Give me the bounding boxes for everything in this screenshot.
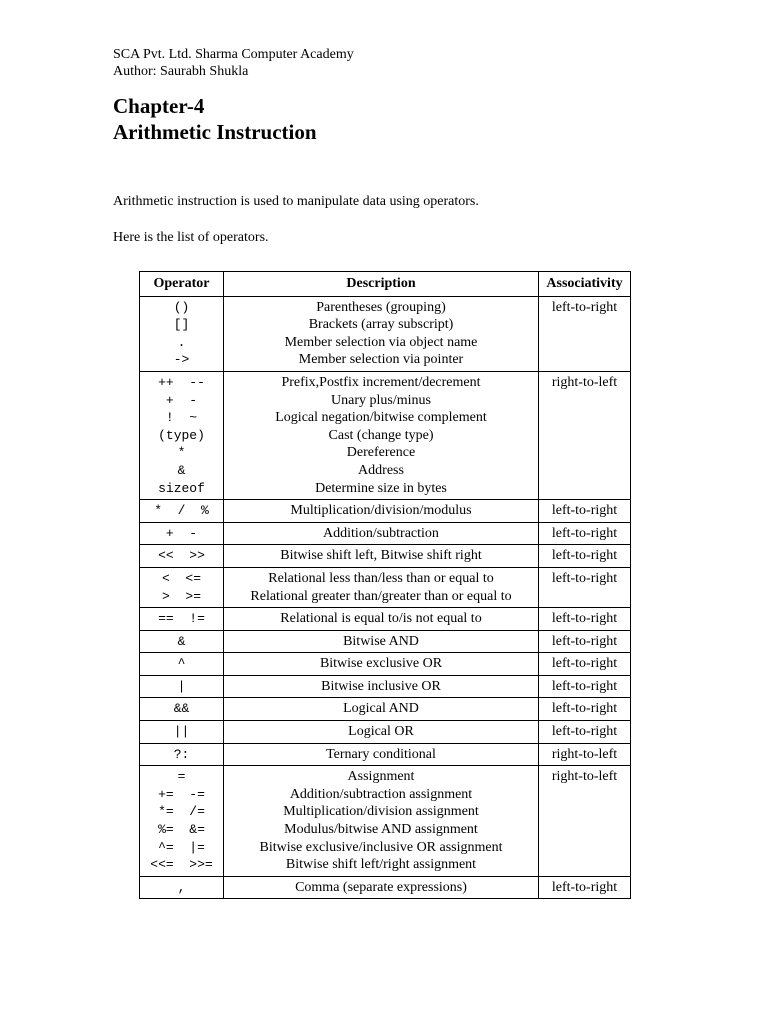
- operator-cell: [140, 522, 224, 545]
- table-row: [140, 743, 631, 766]
- operator-symbol: ?:: [173, 746, 190, 762]
- description-cell: [224, 653, 539, 676]
- operators-table-body: [140, 296, 631, 899]
- description-text: Bitwise exclusive OR: [319, 656, 443, 672]
- description-text: Relational greater than/greater than or equal to: [250, 588, 512, 604]
- operator-cell: [140, 766, 224, 877]
- operator-cell: [140, 545, 224, 568]
- table-row: [140, 675, 631, 698]
- description-cell: [224, 630, 539, 653]
- associativity-cell: left-to-right: [539, 630, 631, 653]
- description-text: Bitwise AND: [343, 633, 419, 649]
- operator-symbol: %= &=: [158, 822, 205, 838]
- operator-symbol: += -=: [158, 786, 205, 802]
- associativity-cell: left-to-right: [539, 721, 631, 744]
- description-text: Member selection via object name: [284, 334, 478, 350]
- description-cell: [224, 698, 539, 721]
- operator-cell: [140, 675, 224, 698]
- operator-symbol: < <=: [161, 570, 201, 586]
- table-row: [140, 371, 631, 499]
- description-cell: [224, 371, 539, 499]
- description-cell: [224, 876, 539, 899]
- description-text: Dereference: [346, 445, 416, 461]
- table-row: [140, 876, 631, 899]
- operator-symbol: &: [177, 633, 186, 649]
- description-cell: [224, 675, 539, 698]
- description-cell: [224, 545, 539, 568]
- operator-cell: [140, 500, 224, 523]
- operator-symbol: ,: [177, 879, 186, 895]
- chapter-heading: [113, 93, 633, 145]
- description-cell: [224, 522, 539, 545]
- associativity-cell: left-to-right: [539, 522, 631, 545]
- table-row: [140, 653, 631, 676]
- associativity-cell: left-to-right: [539, 675, 631, 698]
- header-operator: Operator: [140, 272, 224, 297]
- description-cell: [224, 567, 539, 607]
- description-text: Bitwise exclusive/inclusive OR assignment: [259, 839, 503, 855]
- operator-symbol: =: [177, 769, 186, 785]
- operator-symbol: ^: [177, 656, 186, 672]
- operator-symbol: (): [173, 299, 190, 315]
- operator-symbol: |: [177, 678, 186, 694]
- description-text: Bitwise shift left, Bitwise shift right: [280, 548, 482, 564]
- operator-symbol: == !=: [158, 611, 205, 627]
- operator-symbol: * / %: [154, 503, 209, 519]
- operator-cell: [140, 698, 224, 721]
- operators-table: [139, 271, 631, 899]
- operator-symbol: ++ --: [158, 374, 205, 390]
- description-text: Determine size in bytes: [315, 480, 447, 496]
- operator-cell: [140, 608, 224, 631]
- operator-symbol: &: [177, 462, 186, 478]
- operator-cell: [140, 743, 224, 766]
- description-text: Parentheses (grouping): [316, 299, 446, 315]
- operator-cell: [140, 567, 224, 607]
- description-cell: [224, 766, 539, 877]
- table-row: [140, 522, 631, 545]
- operator-symbol: > >=: [161, 588, 201, 604]
- operator-cell: [140, 371, 224, 499]
- description-text: Assignment: [347, 769, 415, 785]
- table-row: [140, 567, 631, 607]
- associativity-cell: left-to-right: [539, 608, 631, 631]
- table-row: [140, 608, 631, 631]
- table-row: [140, 698, 631, 721]
- description-text: Prefix,Postfix increment/decrement: [281, 374, 481, 390]
- organization-name: SCA Pvt. Ltd. Sharma Computer Academy: [113, 47, 354, 62]
- description-text: Addition/subtraction assignment: [289, 786, 473, 802]
- associativity-cell: left-to-right: [539, 876, 631, 899]
- chapter-title: Arithmetic Instruction: [113, 120, 317, 144]
- header-description: Description: [224, 272, 539, 297]
- document-page: [113, 46, 633, 246]
- associativity-cell: left-to-right: [539, 653, 631, 676]
- intro-paragraph: Arithmetic instruction is used to manipulate data using operators.: [113, 194, 479, 209]
- operator-symbol: *: [177, 445, 186, 461]
- associativity-cell: left-to-right: [539, 500, 631, 523]
- chapter-number: Chapter-4: [113, 94, 205, 118]
- description-cell: [224, 743, 539, 766]
- table-row: [140, 500, 631, 523]
- description-text: Multiplication/division/modulus: [290, 503, 472, 519]
- description-text: Ternary conditional: [326, 746, 436, 762]
- description-text: Address: [358, 462, 404, 478]
- operator-cell: [140, 721, 224, 744]
- list-intro-paragraph: Here is the list of operators.: [113, 230, 269, 245]
- operator-symbol: ^= |=: [158, 839, 205, 855]
- operator-cell: [140, 876, 224, 899]
- associativity-cell: right-to-left: [539, 766, 631, 877]
- associativity-cell: left-to-right: [539, 698, 631, 721]
- description-text: Logical negation/bitwise complement: [275, 410, 487, 426]
- operator-symbol: + -: [165, 525, 198, 541]
- description-cell: [224, 608, 539, 631]
- table-row: [140, 721, 631, 744]
- operator-symbol: sizeof: [158, 480, 205, 496]
- description-text: Addition/subtraction: [323, 525, 439, 541]
- operator-cell: [140, 296, 224, 371]
- description-text: Modulus/bitwise AND assignment: [284, 822, 478, 838]
- description-text: Bitwise shift left/right assignment: [285, 857, 477, 873]
- description-cell: [224, 500, 539, 523]
- description-text: Logical OR: [348, 724, 414, 740]
- table-row: [140, 766, 631, 877]
- operator-symbol: &&: [173, 701, 190, 717]
- associativity-cell: left-to-right: [539, 567, 631, 607]
- header-associativity: Associativity: [539, 272, 631, 297]
- operator-symbol: ! ~: [165, 410, 198, 426]
- operator-symbol: ->: [173, 352, 190, 368]
- operator-symbol: ||: [173, 724, 190, 740]
- description-text: Cast (change type): [328, 427, 434, 443]
- associativity-cell: right-to-left: [539, 743, 631, 766]
- associativity-cell: left-to-right: [539, 545, 631, 568]
- description-text: Logical AND: [343, 701, 419, 717]
- operator-symbol: .: [177, 334, 186, 350]
- table-header-row: [140, 272, 631, 297]
- description-cell: [224, 721, 539, 744]
- description-text: Multiplication/division assignment: [283, 804, 479, 820]
- operator-symbol: + -: [165, 392, 198, 408]
- operator-symbol: <<= >>=: [150, 857, 213, 873]
- table-row: [140, 545, 631, 568]
- description-text: Member selection via pointer: [298, 352, 464, 368]
- description-text: Brackets (array subscript): [308, 317, 454, 333]
- description-text: Unary plus/minus: [331, 392, 431, 408]
- operator-symbol: (type): [158, 427, 205, 443]
- description-text: Relational is equal to/is not equal to: [280, 611, 482, 627]
- description-text: Bitwise inclusive OR: [321, 678, 441, 694]
- description-text: Relational less than/less than or equal to: [268, 570, 494, 586]
- associativity-cell: left-to-right: [539, 296, 631, 371]
- description-cell: [224, 296, 539, 371]
- description-text: Comma (separate expressions): [295, 879, 467, 895]
- operator-cell: [140, 653, 224, 676]
- author-line: Author: Saurabh Shukla: [113, 64, 249, 79]
- table-row: [140, 296, 631, 371]
- table-row: [140, 630, 631, 653]
- operator-symbol: *= /=: [158, 804, 205, 820]
- operator-cell: [140, 630, 224, 653]
- operator-symbol: []: [173, 317, 190, 333]
- associativity-cell: right-to-left: [539, 371, 631, 499]
- operator-symbol: << >>: [158, 548, 205, 564]
